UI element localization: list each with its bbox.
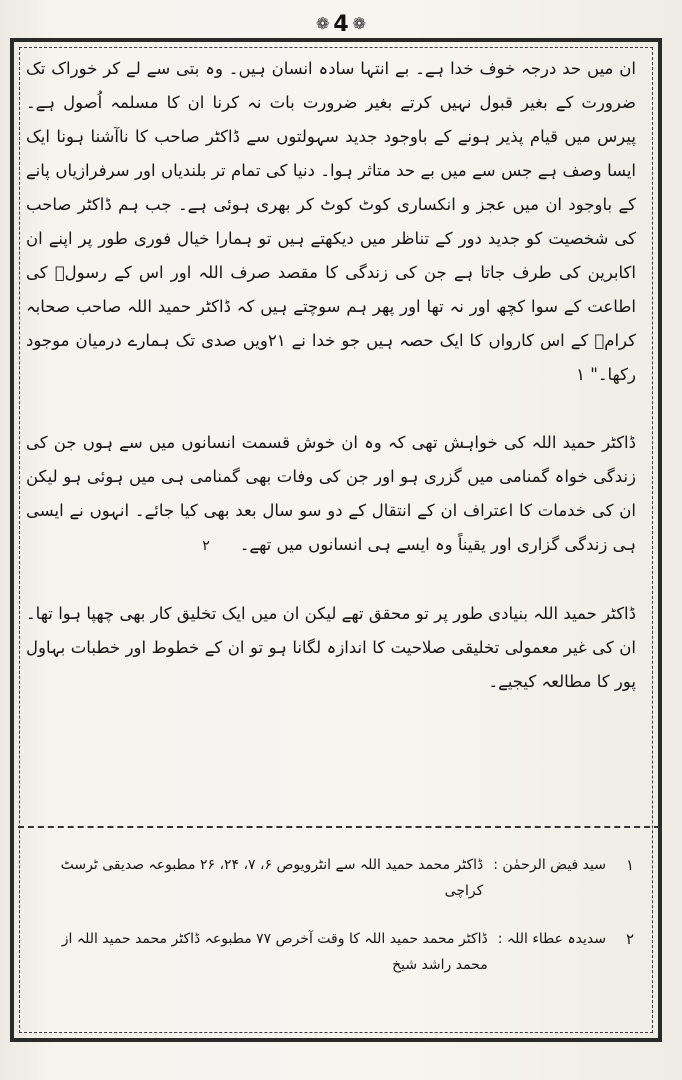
paragraph-1: ان میں حد درجہ خوف خدا ہے۔ بے انتہا سادہ انسان ہیں۔ وہ بتی سے لے کر خوراک تک ضرورت کے بغیر قبول نہیں کرتے بغیر ضرورت بات نہ کرنا ان کا مسلمہ اُصول ہے۔ پیرس میں قیام پذیر ہونے کے باوجود جدید سہولتوں سے ڈاکٹر صاحب کا ناآشنا ہونا ایک ایسا وصف ہے جس سے میں بے حد متاثر ہوا۔ دنیا کی تمام تر بلندیاں اور سرفرازیاں پانے کے باوجود ان میں عجز و انکساری کوٹ کوٹ کر بھری ہوئی ہے۔ جب ہم ڈاکٹر صاحب کی شخصیت کو جدید دور کے تناظر میں دیکھتے ہیں تو ہمارا خیال فوری طور پر اپنے ان اکابرین کی طرف جاتا ہے جن کی زندگی کا مقصد صرف اللہ اور اس کے رسولؐ کی اطاعت کے سوا کچھ اور نہ تھا اور پھر ہم سوچتے ہیں کہ ڈاکٹر حمید اللہ صاحب صحابہ کرامؓ کے اس کارواں کا ایک حصہ ہیں جو خدا نے ۲۱ویں صدی تک ہمارے درمیان موجود رکھا۔" ۱ xyxy=(26,59,637,384)
page-number-value: 4 xyxy=(333,12,349,37)
footnote-separator xyxy=(18,826,660,828)
body-text xyxy=(26,52,636,699)
paragraph-2 xyxy=(26,426,636,563)
ornament-right-icon: ❁ xyxy=(352,14,367,33)
footnotes xyxy=(30,848,634,1000)
footnote-detail: ڈاکٹر محمد حمید اللہ کا وقت آخرص ۷۷ مطبوعہ ڈاکٹر محمد حمید اللہ از محمد راشد شیخ xyxy=(61,931,488,973)
footnote-marker-2: ۲ xyxy=(202,538,210,554)
paragraph-3: ڈاکٹر حمید اللہ بنیادی طور پر تو محقق تھے لیکن ان میں ایک تخلیق کار بھی چھپا ہوا تھا۔ ان کی غیر معمولی تخلیقی صلاحیت کا اندازہ لگانا ہو تو ان کے خطوط اور خطبات بہاول پور کا مطالعہ کیجیے۔ xyxy=(26,604,636,691)
page-number xyxy=(0,12,682,37)
paragraph-2-text: ڈاکٹر حمید اللہ کی خواہش تھی کہ وہ ان خوش قسمت انسانوں میں سے ہوں جن کی زندگی خواہ گمنامی میں گزری ہو اور جن کی وفات بھی گمنامی ہی میں ہوئی ہو لیکن ان کی خدمات کا اعتراف ان کے انتقال کے دو سو سال بعد بھی کیا جائے۔ انہوں نے ایسی ہی زندگی گزاری اور یقیناً وہ ایسے ہی انسانوں میں تھے۔ xyxy=(26,433,636,554)
footnote-number: ۲ xyxy=(625,930,634,948)
footnote-number: ۱ xyxy=(625,856,634,874)
footnote-2 xyxy=(30,926,634,978)
footnote-source: سدیدہ عطاء اللہ : xyxy=(497,931,606,947)
footnote-1 xyxy=(30,852,634,904)
ornament-left-icon: ❁ xyxy=(315,14,330,33)
footnote-source: سید فیض الرحمٰن : xyxy=(493,857,606,873)
footnote-detail: ڈاکٹر محمد حمید اللہ سے انٹرویوص ۶، ۷، ۲۴، ۲۶ مطبوعہ صدیقی ٹرسٹ کراچی xyxy=(60,857,484,899)
